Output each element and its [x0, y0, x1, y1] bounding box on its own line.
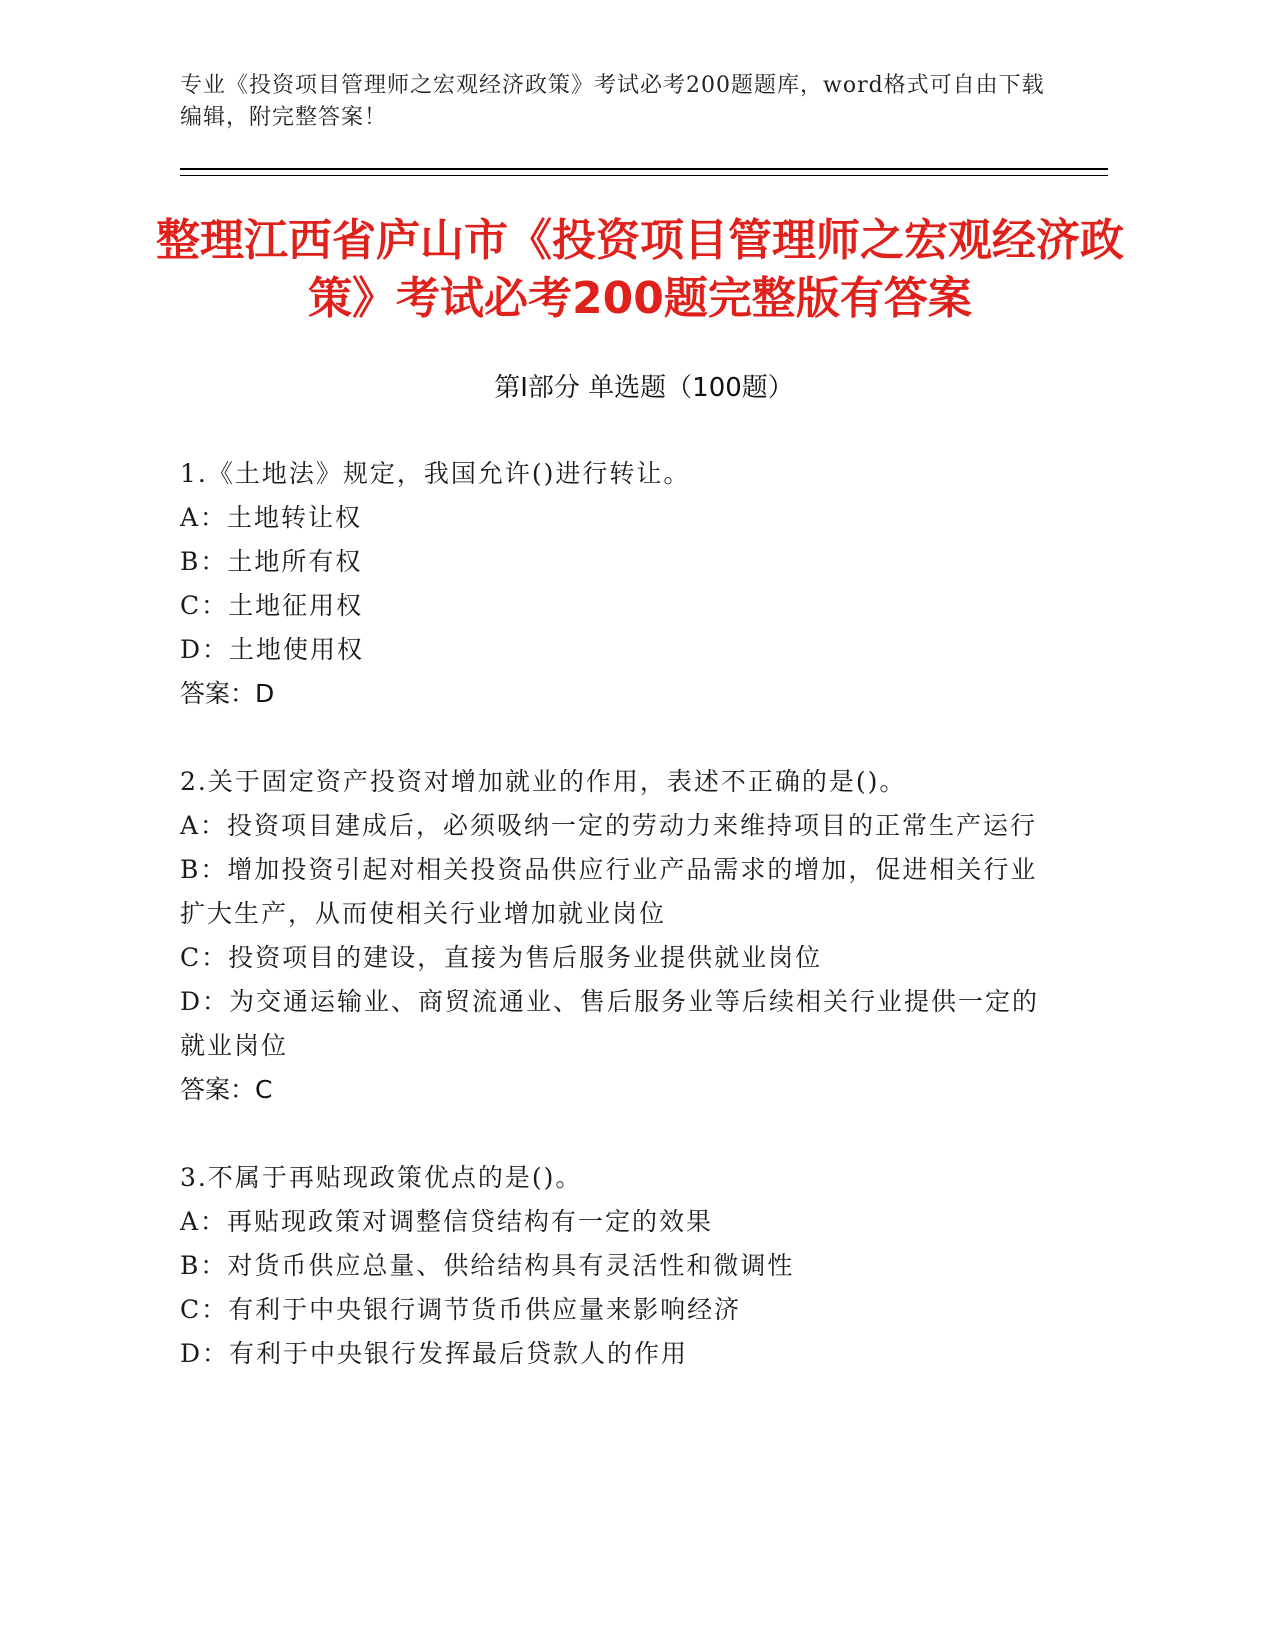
- option-b: B：增加投资引起对相关投资品供应行业产品需求的增加，促进相关行业扩大生产，从而使相关行业增加就业岗位: [180, 855, 1038, 928]
- section-title: 第I部分 单选题（100题）: [494, 373, 794, 403]
- question-2: [180, 760, 1040, 1112]
- option-d: D：土地使用权: [180, 635, 365, 664]
- answer-line: 答案：D: [180, 679, 275, 708]
- option-c: C：土地征用权: [180, 591, 364, 620]
- option-c: C：投资项目的建设，直接为售后服务业提供就业岗位: [180, 943, 823, 972]
- option-a: A：再贴现政策对调整信贷结构有一定的效果: [180, 1207, 714, 1236]
- header-rule-thick: [180, 168, 1108, 170]
- question-list: [180, 452, 1040, 1420]
- question-stem: 2.关于固定资产投资对增加就业的作用，表述不正确的是()。: [180, 767, 907, 796]
- option-d: D：为交通运输业、商贸流通业、售后服务业等后续相关行业提供一定的就业岗位: [180, 987, 1040, 1060]
- question-stem: 3.不属于再贴现政策优点的是()。: [180, 1163, 583, 1192]
- option-b: B：对货币供应总量、供给结构具有灵活性和微调性: [180, 1251, 795, 1280]
- option-a: A：土地转让权: [180, 503, 363, 532]
- answer-line: 答案：C: [180, 1075, 273, 1104]
- option-b: B：土地所有权: [180, 547, 363, 576]
- document-title: 整理江西省庐山市《投资项目管理师之宏观经济政策》考试必考200题完整版有答案: [156, 215, 1124, 324]
- header-rule-thin: [180, 175, 1108, 176]
- question-stem: 1.《土地法》规定，我国允许()进行转让。: [180, 459, 691, 488]
- question-3: [180, 1156, 1040, 1376]
- header-note: 专业《投资项目管理师之宏观经济政策》考试必考200题题库，word格式可自由下载编辑，附完整答案！: [180, 73, 1045, 130]
- question-1: [180, 452, 1040, 716]
- option-a: A：投资项目建成后，必须吸纳一定的劳动力来维持项目的正常生产运行: [180, 811, 1038, 840]
- option-c: C：有利于中央银行调节货币供应量来影响经济: [180, 1295, 742, 1324]
- option-d: D：有利于中央银行发挥最后贷款人的作用: [180, 1339, 689, 1368]
